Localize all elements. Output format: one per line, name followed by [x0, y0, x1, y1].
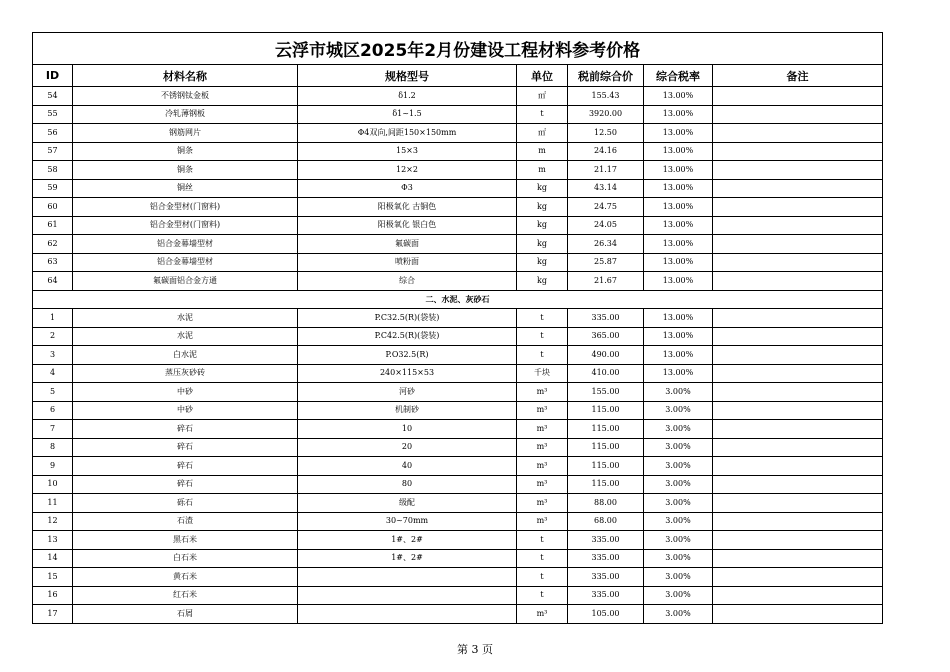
cell-note — [713, 457, 883, 476]
cell-spec: 综合 — [298, 272, 517, 291]
table-row — [33, 124, 883, 143]
cell-tax: 13.00% — [644, 87, 713, 106]
table-row — [33, 364, 883, 383]
cell-spec: 15×3 — [298, 142, 517, 161]
cell-spec — [298, 568, 517, 587]
column-header-spec: 规格型号 — [298, 65, 517, 87]
cell-note — [713, 549, 883, 568]
cell-tax: 13.00% — [644, 105, 713, 124]
cell-tax: 3.00% — [644, 549, 713, 568]
table-row — [33, 586, 883, 605]
cell-spec: P.C42.5(R)(袋装) — [298, 327, 517, 346]
cell-price: 115.00 — [568, 438, 644, 457]
cell-unit: t — [517, 346, 568, 365]
cell-note — [713, 531, 883, 550]
cell-spec: 20 — [298, 438, 517, 457]
cell-unit: m — [517, 161, 568, 180]
cell-name: 铝合金幕墙型材 — [73, 253, 298, 272]
cell-spec: δ1~1.5 — [298, 105, 517, 124]
table-row — [33, 216, 883, 235]
cell-spec: 阳极氧化 古铜色 — [298, 198, 517, 217]
cell-unit: m³ — [517, 401, 568, 420]
cell-price: 115.00 — [568, 420, 644, 439]
cell-spec — [298, 586, 517, 605]
cell-name: 黄石米 — [73, 568, 298, 587]
table-row — [33, 87, 883, 106]
cell-id: 7 — [33, 420, 73, 439]
cell-name: 钢筋网片 — [73, 124, 298, 143]
cell-note — [713, 161, 883, 180]
cell-unit: t — [517, 568, 568, 587]
cell-price: 365.00 — [568, 327, 644, 346]
cell-note — [713, 216, 883, 235]
cell-unit: t — [517, 549, 568, 568]
cell-spec: 喷粉面 — [298, 253, 517, 272]
cell-note — [713, 383, 883, 402]
cell-id: 10 — [33, 475, 73, 494]
cell-name: 碎石 — [73, 438, 298, 457]
cell-tax: 13.00% — [644, 179, 713, 198]
cell-name: 铝合金幕墙型材 — [73, 235, 298, 254]
cell-spec: Φ3 — [298, 179, 517, 198]
cell-id: 62 — [33, 235, 73, 254]
cell-name: 铜丝 — [73, 179, 298, 198]
cell-spec: 级配 — [298, 494, 517, 513]
cell-price: 155.43 — [568, 87, 644, 106]
table-row — [33, 475, 883, 494]
column-header-name: 材料名称 — [73, 65, 298, 87]
table-row — [33, 309, 883, 328]
cell-tax: 13.00% — [644, 272, 713, 291]
cell-spec: P.C32.5(R)(袋装) — [298, 309, 517, 328]
cell-note — [713, 179, 883, 198]
cell-name: 白水泥 — [73, 346, 298, 365]
cell-id: 60 — [33, 198, 73, 217]
cell-price: 24.75 — [568, 198, 644, 217]
cell-note — [713, 105, 883, 124]
cell-price: 3920.00 — [568, 105, 644, 124]
cell-note — [713, 346, 883, 365]
cell-spec: 10 — [298, 420, 517, 439]
cell-name: 白石米 — [73, 549, 298, 568]
cell-note — [713, 272, 883, 291]
section-row — [33, 290, 883, 309]
cell-price: 26.34 — [568, 235, 644, 254]
cell-tax: 3.00% — [644, 420, 713, 439]
cell-id: 63 — [33, 253, 73, 272]
cell-name: 中砂 — [73, 383, 298, 402]
cell-name: 铜条 — [73, 161, 298, 180]
cell-id: 58 — [33, 161, 73, 180]
cell-price: 115.00 — [568, 401, 644, 420]
cell-spec: 氟碳面 — [298, 235, 517, 254]
column-header-price: 税前综合价 — [568, 65, 644, 87]
cell-name: 砾石 — [73, 494, 298, 513]
table-row — [33, 420, 883, 439]
cell-name: 红石米 — [73, 586, 298, 605]
cell-name: 水泥 — [73, 309, 298, 328]
cell-note — [713, 87, 883, 106]
cell-name: 黑石米 — [73, 531, 298, 550]
cell-unit: m³ — [517, 475, 568, 494]
cell-name: 水泥 — [73, 327, 298, 346]
table-body — [33, 87, 883, 624]
cell-spec: 240×115×53 — [298, 364, 517, 383]
cell-id: 61 — [33, 216, 73, 235]
cell-id: 9 — [33, 457, 73, 476]
cell-unit: kg — [517, 235, 568, 254]
cell-tax: 3.00% — [644, 438, 713, 457]
cell-tax: 13.00% — [644, 216, 713, 235]
cell-price: 21.17 — [568, 161, 644, 180]
cell-id: 54 — [33, 87, 73, 106]
table-row — [33, 105, 883, 124]
cell-price: 335.00 — [568, 568, 644, 587]
cell-id: 5 — [33, 383, 73, 402]
cell-unit: kg — [517, 253, 568, 272]
cell-price: 12.50 — [568, 124, 644, 143]
cell-name: 铜条 — [73, 142, 298, 161]
cell-id: 16 — [33, 586, 73, 605]
table-row — [33, 512, 883, 531]
cell-spec — [298, 605, 517, 624]
cell-tax: 13.00% — [644, 235, 713, 254]
cell-id: 8 — [33, 438, 73, 457]
cell-note — [713, 568, 883, 587]
cell-note — [713, 327, 883, 346]
cell-unit: ㎡ — [517, 124, 568, 143]
cell-tax: 3.00% — [644, 568, 713, 587]
cell-price: 25.87 — [568, 253, 644, 272]
cell-id: 64 — [33, 272, 73, 291]
cell-note — [713, 309, 883, 328]
cell-id: 55 — [33, 105, 73, 124]
cell-note — [713, 420, 883, 439]
cell-tax: 3.00% — [644, 494, 713, 513]
cell-price: 335.00 — [568, 586, 644, 605]
cell-unit: ㎡ — [517, 87, 568, 106]
page-number: 第 3 页 — [457, 643, 493, 656]
cell-tax: 13.00% — [644, 253, 713, 272]
cell-name: 碎石 — [73, 457, 298, 476]
table-row — [33, 383, 883, 402]
cell-unit: m³ — [517, 494, 568, 513]
cell-note — [713, 494, 883, 513]
cell-price: 410.00 — [568, 364, 644, 383]
cell-tax: 13.00% — [644, 142, 713, 161]
cell-price: 21.67 — [568, 272, 644, 291]
cell-unit: t — [517, 327, 568, 346]
cell-note — [713, 605, 883, 624]
cell-unit: 千块 — [517, 364, 568, 383]
cell-id: 17 — [33, 605, 73, 624]
table-row — [33, 327, 883, 346]
cell-name: 不锈钢钛金板 — [73, 87, 298, 106]
cell-id: 14 — [33, 549, 73, 568]
cell-tax: 13.00% — [644, 327, 713, 346]
cell-tax: 3.00% — [644, 605, 713, 624]
table-row — [33, 179, 883, 198]
cell-unit: t — [517, 531, 568, 550]
cell-spec: 30~70mm — [298, 512, 517, 531]
column-header-note: 备注 — [713, 65, 883, 87]
cell-spec: 机制砂 — [298, 401, 517, 420]
cell-price: 115.00 — [568, 475, 644, 494]
table-row — [33, 253, 883, 272]
cell-id: 56 — [33, 124, 73, 143]
cell-price: 105.00 — [568, 605, 644, 624]
cell-unit: t — [517, 105, 568, 124]
cell-name: 石屑 — [73, 605, 298, 624]
table-row — [33, 438, 883, 457]
cell-price: 335.00 — [568, 531, 644, 550]
cell-id: 13 — [33, 531, 73, 550]
table-row — [33, 605, 883, 624]
column-header-tax: 综合税率 — [644, 65, 713, 87]
cell-note — [713, 235, 883, 254]
section-heading: 二、水泥、灰砂石 — [33, 290, 883, 309]
cell-note — [713, 438, 883, 457]
cell-note — [713, 142, 883, 161]
cell-spec: δ1.2 — [298, 87, 517, 106]
table-row — [33, 198, 883, 217]
cell-unit: kg — [517, 179, 568, 198]
cell-id: 57 — [33, 142, 73, 161]
cell-unit: m³ — [517, 512, 568, 531]
cell-note — [713, 253, 883, 272]
cell-unit: m³ — [517, 383, 568, 402]
cell-tax: 3.00% — [644, 401, 713, 420]
cell-id: 59 — [33, 179, 73, 198]
cell-spec: P.O32.5(R) — [298, 346, 517, 365]
cell-id: 4 — [33, 364, 73, 383]
cell-unit: kg — [517, 216, 568, 235]
cell-unit: kg — [517, 198, 568, 217]
cell-note — [713, 512, 883, 531]
cell-unit: m³ — [517, 605, 568, 624]
table-row — [33, 346, 883, 365]
cell-unit: m³ — [517, 420, 568, 439]
cell-spec: 河砂 — [298, 383, 517, 402]
column-header-unit: 单位 — [517, 65, 568, 87]
table-row — [33, 142, 883, 161]
cell-price: 43.14 — [568, 179, 644, 198]
table-row — [33, 494, 883, 513]
cell-note — [713, 364, 883, 383]
column-header-id: ID — [33, 65, 73, 87]
cell-note — [713, 586, 883, 605]
cell-id: 3 — [33, 346, 73, 365]
cell-tax: 3.00% — [644, 383, 713, 402]
cell-price: 24.05 — [568, 216, 644, 235]
cell-price: 88.00 — [568, 494, 644, 513]
table-row — [33, 235, 883, 254]
cell-note — [713, 475, 883, 494]
cell-name: 蒸压灰砂砖 — [73, 364, 298, 383]
cell-note — [713, 401, 883, 420]
cell-price: 490.00 — [568, 346, 644, 365]
table-row — [33, 568, 883, 587]
cell-price: 115.00 — [568, 457, 644, 476]
cell-name: 铝合金型材(门窗料) — [73, 198, 298, 217]
cell-name: 石渣 — [73, 512, 298, 531]
cell-spec: 1#、2# — [298, 531, 517, 550]
cell-tax: 3.00% — [644, 475, 713, 494]
cell-id: 1 — [33, 309, 73, 328]
cell-tax: 3.00% — [644, 457, 713, 476]
price-table — [32, 32, 883, 624]
cell-tax: 13.00% — [644, 309, 713, 328]
cell-name: 氟碳面铝合金方通 — [73, 272, 298, 291]
cell-name: 铝合金型材(门窗料) — [73, 216, 298, 235]
cell-unit: t — [517, 309, 568, 328]
table-row — [33, 401, 883, 420]
cell-tax: 13.00% — [644, 161, 713, 180]
table-row — [33, 272, 883, 291]
cell-tax: 3.00% — [644, 531, 713, 550]
cell-id: 12 — [33, 512, 73, 531]
cell-spec: 40 — [298, 457, 517, 476]
cell-unit: m — [517, 142, 568, 161]
cell-price: 68.00 — [568, 512, 644, 531]
price-sheet — [32, 32, 882, 624]
table-row — [33, 161, 883, 180]
table-row — [33, 549, 883, 568]
cell-tax: 13.00% — [644, 124, 713, 143]
cell-tax: 3.00% — [644, 586, 713, 605]
cell-price: 335.00 — [568, 309, 644, 328]
cell-price: 155.00 — [568, 383, 644, 402]
cell-spec: Φ4双向,间距150×150mm — [298, 124, 517, 143]
cell-tax: 13.00% — [644, 346, 713, 365]
cell-name: 碎石 — [73, 420, 298, 439]
cell-tax: 13.00% — [644, 198, 713, 217]
cell-id: 11 — [33, 494, 73, 513]
cell-unit: m³ — [517, 457, 568, 476]
cell-id: 6 — [33, 401, 73, 420]
table-row — [33, 531, 883, 550]
cell-id: 15 — [33, 568, 73, 587]
cell-spec: 12×2 — [298, 161, 517, 180]
page-title: 云浮市城区2025年2月份建设工程材料参考价格 — [33, 33, 883, 65]
cell-note — [713, 124, 883, 143]
cell-id: 2 — [33, 327, 73, 346]
cell-tax: 13.00% — [644, 364, 713, 383]
table-row — [33, 457, 883, 476]
header-row — [33, 65, 883, 87]
cell-spec: 80 — [298, 475, 517, 494]
cell-unit: t — [517, 586, 568, 605]
cell-unit: m³ — [517, 438, 568, 457]
cell-spec: 1#、2# — [298, 549, 517, 568]
cell-tax: 3.00% — [644, 512, 713, 531]
cell-price: 335.00 — [568, 549, 644, 568]
cell-name: 冷轧薄钢板 — [73, 105, 298, 124]
cell-name: 碎石 — [73, 475, 298, 494]
cell-note — [713, 198, 883, 217]
cell-spec: 阳极氧化 银白色 — [298, 216, 517, 235]
cell-name: 中砂 — [73, 401, 298, 420]
cell-unit: kg — [517, 272, 568, 291]
cell-price: 24.16 — [568, 142, 644, 161]
